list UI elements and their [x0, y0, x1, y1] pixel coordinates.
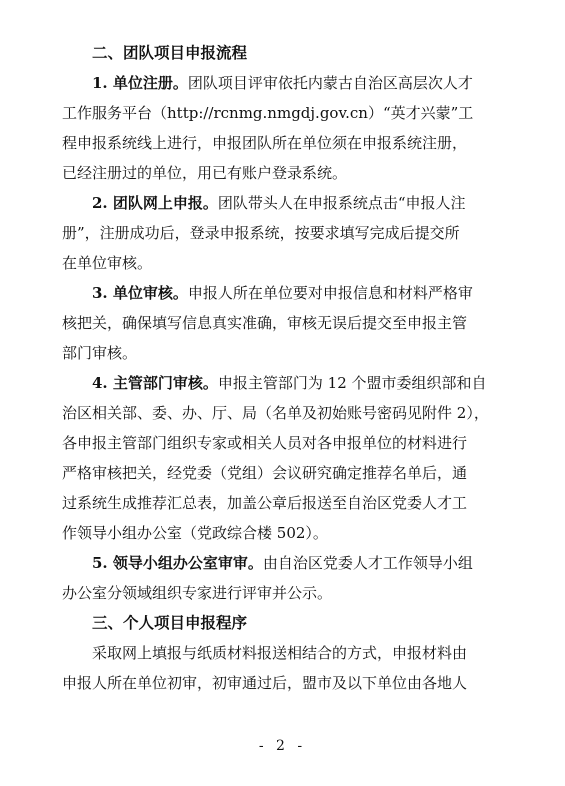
paragraph-line: 部门审核。 [62, 344, 138, 362]
paragraph-department-review [62, 368, 503, 398]
paragraph-text: 申报主管部门为 12 个盟市委组织部和自 [217, 374, 487, 392]
section-heading-individual-procedure: 三、个人项目申报程序 [92, 614, 248, 632]
paragraph-line: 各申报主管部门组织专家或相关人员对各申报单位的材料进行 [62, 434, 468, 452]
paragraph-text: 团队带头人在申报系统点击“申报人注 [217, 194, 466, 212]
paragraph-unit-registration [62, 68, 503, 98]
paragraph-line: 程申报系统线上进行，申报团队所在单位须在申报系统注册， [62, 134, 468, 152]
page-number: - 2 - [258, 738, 307, 754]
paragraph-line: 册”，注册成功后，登录申报系统，按要求填写完成后提交所 [62, 224, 460, 242]
paragraph-line: 办公室分领域组织专家进行评审并公示。 [62, 584, 333, 602]
paragraph-title: 4. 主管部门审核。 [92, 374, 218, 392]
paragraph-text: 由自治区党委人才工作领导小组 [262, 554, 473, 572]
paragraph-title: 1. 单位注册。 [92, 74, 188, 92]
paragraph-title: 3. 单位审核。 [92, 284, 188, 302]
paragraph-leading-office-review [62, 548, 503, 578]
paragraph-title: 2. 团队网上申报。 [92, 194, 218, 212]
section-heading-team-process: 二、团队项目申报流程 [92, 44, 248, 62]
paragraph-line: 申报人所在单位初审，初审通过后，盟市及以下单位由各地人 [62, 674, 468, 692]
paragraph-line: 过系统生成推荐汇总表，加盖公章后报送至自治区党委人才工 [62, 494, 468, 512]
paragraph-team-online-application [62, 188, 503, 218]
paragraph-line: 作领导小组办公室（党政综合楼 502）。 [62, 524, 328, 542]
paragraph-line: 工作服务平台（http://rcnmg.nmgdj.gov.cn）“英才兴蒙”工 [62, 104, 474, 122]
paragraph-title: 5. 领导小组办公室审审。 [92, 554, 263, 572]
paragraph-text: 团队项目评审依托内蒙古自治区高层次人才 [187, 74, 473, 92]
paragraph-text: 申报人所在单位要对申报信息和材料严格审 [187, 284, 473, 302]
paragraph-line: 采取网上填报与纸质材料报送相结合的方式，申报材料由 [92, 644, 468, 662]
paragraph-line: 治区相关部、委、办、厅、局（名单及初始账号密码见附件 2）， [62, 404, 489, 422]
paragraph-unit-review [62, 278, 503, 308]
paragraph-line: 在单位审核。 [62, 254, 153, 272]
paragraph-line: 核把关，确保填写信息真实准确，审核无误后提交至申报主管 [62, 314, 468, 332]
document-body [62, 38, 503, 698]
paragraph-line: 已经注册过的单位，用已有账户登录系统。 [62, 164, 348, 182]
paragraph-line: 严格审核把关，经党委（党组）会议研究确定推荐名单后，通 [62, 464, 468, 482]
